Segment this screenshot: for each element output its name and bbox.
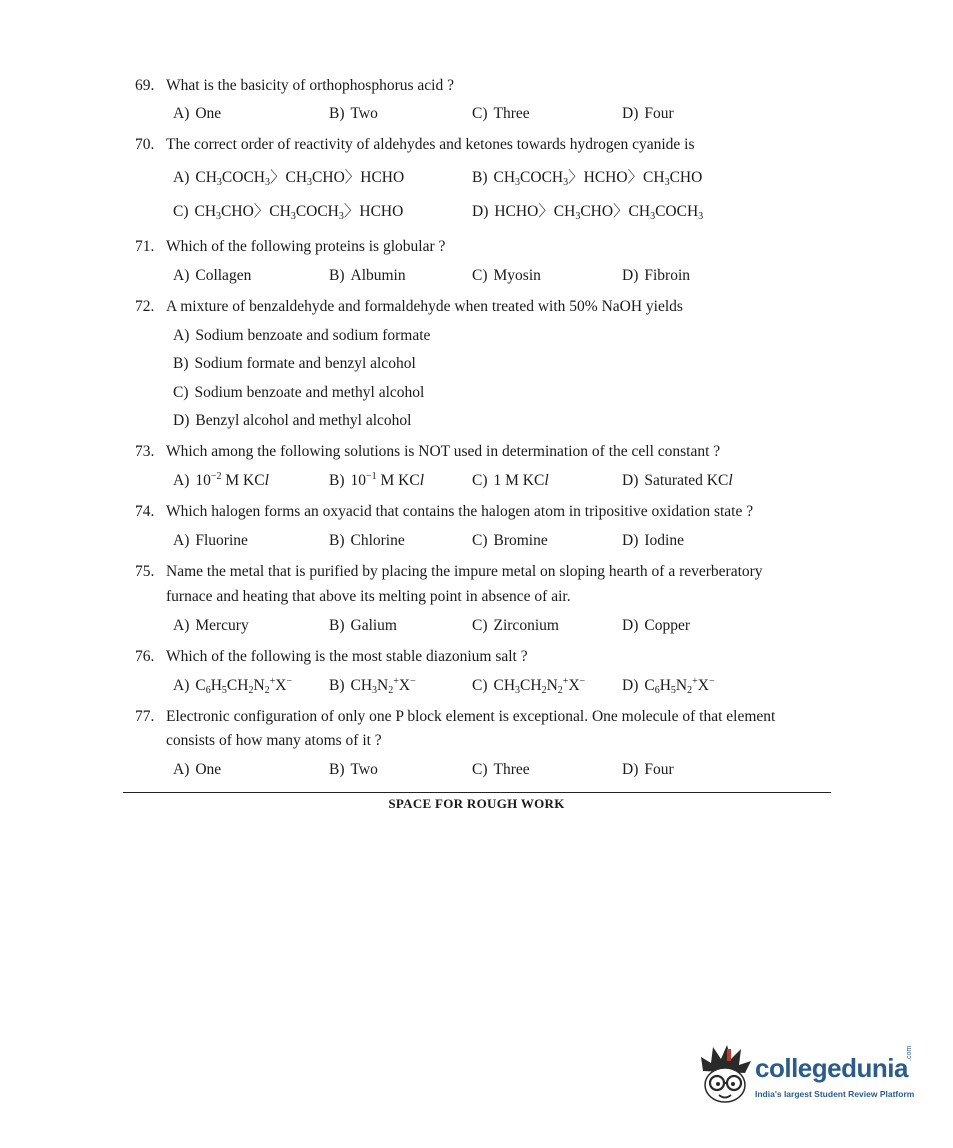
mascot-icon — [697, 1043, 757, 1113]
question-73 — [135, 442, 720, 462]
question-number: 69. — [135, 77, 155, 94]
rough-work-label: SPACE FOR ROUGH WORK — [388, 796, 565, 811]
section-divider — [123, 792, 831, 793]
question-text-continued: consists of how many atoms of it ? — [166, 732, 382, 749]
option-a: A) Fluorine — [173, 532, 248, 549]
option-c: C) Myosin — [472, 267, 541, 284]
option-d: D) Benzyl alcohol and methyl alcohol — [173, 412, 412, 429]
option-d: D) Copper — [622, 617, 690, 634]
question-number: 76. — [135, 648, 155, 665]
option-d: D) Iodine — [622, 532, 684, 549]
question-70 — [135, 135, 695, 155]
option-a: A) Collagen — [173, 267, 252, 284]
question-text: Which halogen forms an oxyacid that contains the halogen atom in tripositive oxidation state ? — [166, 503, 754, 520]
question-text: What is the basicity of orthophosphorus acid ? — [166, 77, 454, 94]
question-number: 71. — [135, 238, 155, 255]
question-text: The correct order of reactivity of aldehydes and ketones towards hydrogen cyanide is — [166, 136, 695, 153]
option-d-formula: D) $C_6H_5N_2^+X^-$ — [622, 676, 715, 696]
question-text: A mixture of benzaldehyde and formaldehyde when treated with 50% NaOH yields — [166, 298, 683, 315]
option-b: B) Two — [329, 105, 378, 122]
option-c: C) Sodium benzoate and methyl alcohol — [173, 384, 425, 401]
option-b: B) Sodium formate and benzyl alcohol — [173, 355, 416, 372]
question-72 — [135, 297, 683, 317]
question-number: 73. — [135, 443, 155, 460]
brand-name: collegedunia — [755, 1053, 908, 1083]
question-77 — [135, 707, 775, 727]
option-d: D) Four — [622, 105, 674, 122]
option-a: A) Sodium benzoate and sodium formate — [173, 327, 431, 344]
brand-tagline: India's largest Student Review Platform — [755, 1089, 915, 1099]
question-text: Name the metal that is purified by placing the impure metal on sloping hearth of a reverberatory — [166, 563, 763, 580]
option-a: A) One — [173, 761, 222, 778]
question-number: 70. — [135, 136, 155, 153]
option-a-formula: A) $C_6H_5CH_2N_2^+X^-$ — [173, 676, 293, 696]
question-number: 77. — [135, 708, 155, 725]
question-71 — [135, 237, 445, 257]
question-74 — [135, 502, 753, 522]
option-a: A) Mercury — [173, 617, 249, 634]
option-d-formula: D) Saturated KCl — [622, 472, 733, 489]
option-c: C) Zirconium — [472, 617, 559, 634]
option-b: B) Chlorine — [329, 532, 405, 549]
question-number: 75. — [135, 563, 155, 580]
question-text: Electronic configuration of only one P block element is exceptional. One molecule of that element — [166, 708, 776, 725]
question-69 — [135, 76, 454, 96]
question-number: 74. — [135, 503, 155, 520]
option-c-formula: C) $CH_3CH_2N_2^+X^-$ — [472, 676, 586, 696]
option-b: B) Albumin — [329, 267, 406, 284]
question-text: Which of the following is the most stable diazonium salt ? — [166, 648, 528, 665]
option-c: C) Bromine — [472, 532, 548, 549]
option-d-formula: D) HCHO〉$CH_3CHO$〉$CH_3COCH_3$ — [472, 203, 704, 222]
option-a-formula: A) $10^{-2}$ M KCl — [173, 471, 269, 489]
collegedunia-logo[interactable] — [697, 1043, 927, 1113]
option-b: B) Two — [329, 761, 378, 778]
option-c: C) Three — [472, 105, 530, 122]
question-76 — [135, 647, 528, 667]
question-75 — [135, 562, 763, 582]
option-c-formula: C) $CH_3CHO$〉$CH_3COCH_3$〉HCHO — [173, 203, 404, 222]
option-c-formula: C) 1 M KCl — [472, 472, 549, 489]
option-b-formula: B) $10^{-1}$ M KCl — [329, 471, 425, 489]
option-b-formula: B) $CH_3N_2^+X^-$ — [329, 676, 416, 696]
option-b: B) Galium — [329, 617, 397, 634]
option-a: A) One — [173, 105, 222, 122]
question-text-continued: furnace and heating that above its melting point in absence of air. — [166, 588, 571, 605]
option-a-formula: A) $CH_3COCH_3$〉$CH_3CHO$〉HCHO — [173, 169, 405, 188]
option-d: D) Four — [622, 761, 674, 778]
option-b-formula: B) $CH_3COCH_3$〉HCHO〉$CH_3CHO$ — [472, 169, 703, 188]
question-text: Which among the following solutions is NOT used in determination of the cell constant ? — [166, 443, 721, 460]
question-number: 72. — [135, 298, 155, 315]
option-c: C) Three — [472, 761, 530, 778]
question-text: Which of the following proteins is globular ? — [166, 238, 446, 255]
option-d: D) Fibroin — [622, 267, 691, 284]
brand-dotcom: .com — [906, 1045, 913, 1061]
